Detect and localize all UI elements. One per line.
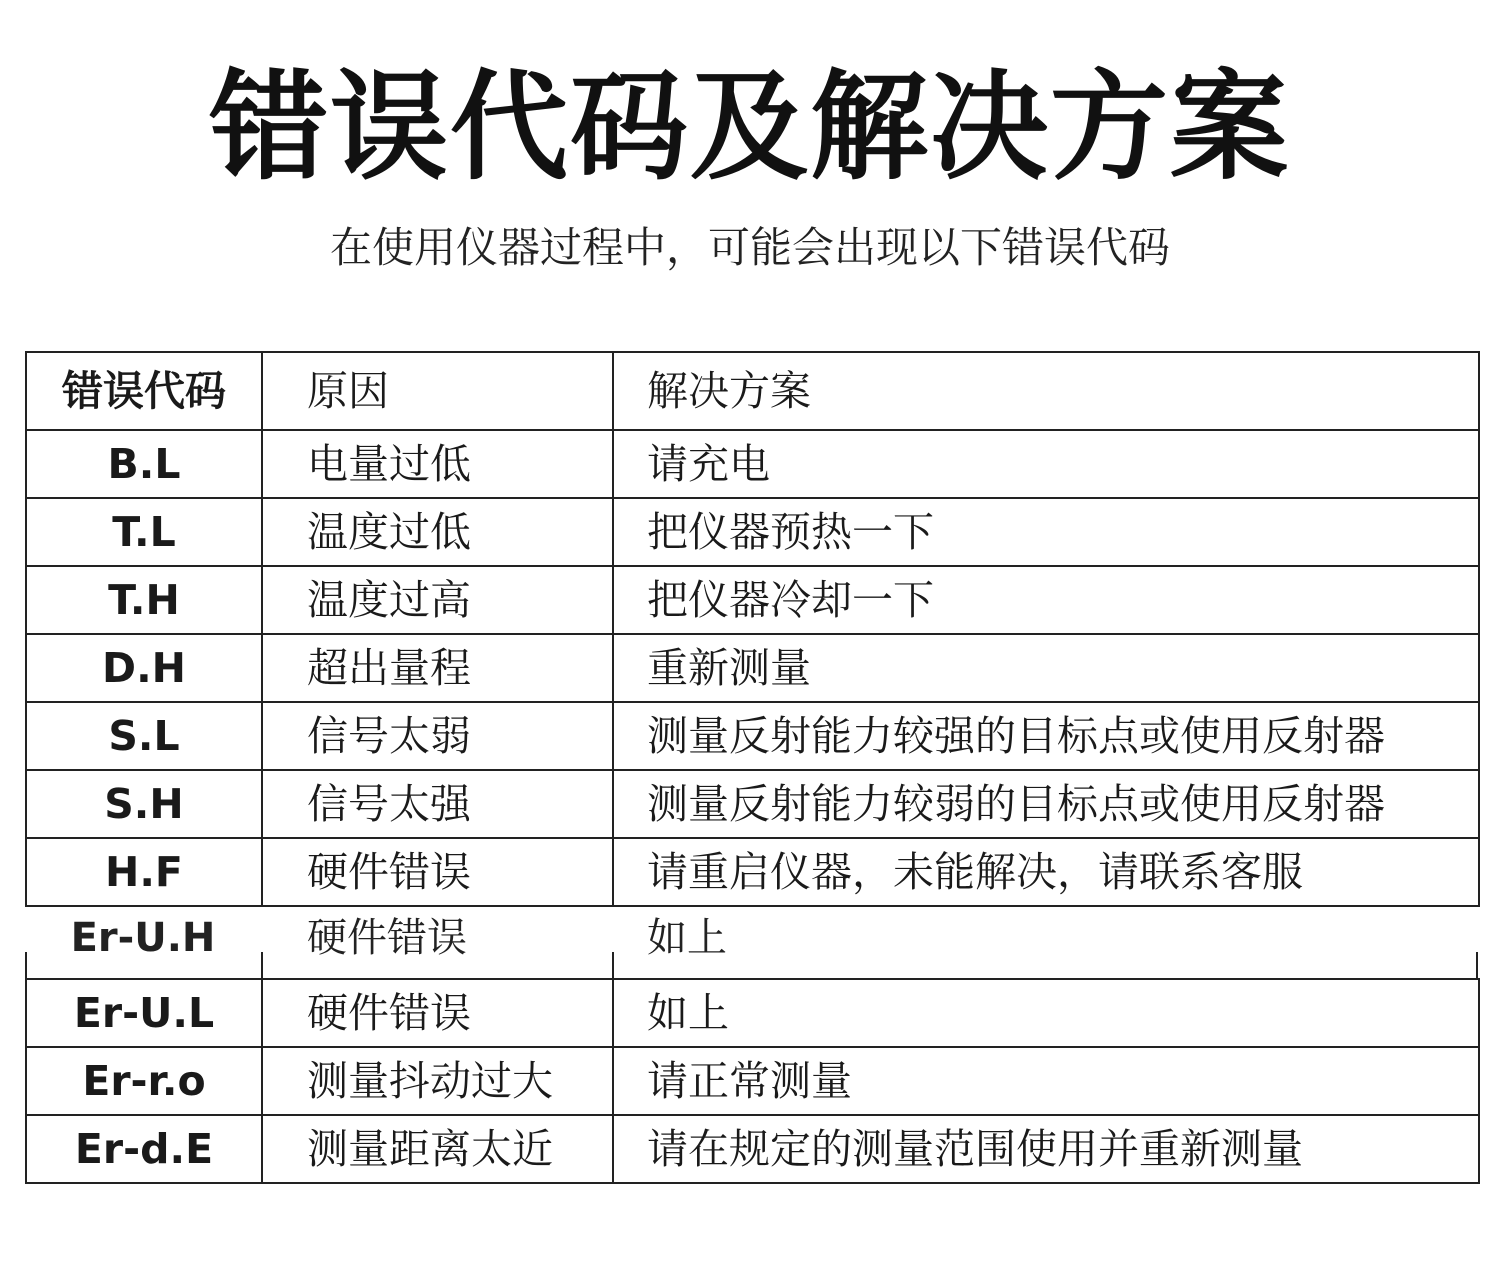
error-code-cell: T.H bbox=[26, 566, 262, 634]
error-code-cell: Er-U.L bbox=[26, 979, 262, 1047]
table-row bbox=[26, 770, 1479, 838]
table-row bbox=[26, 979, 1479, 1047]
reason-cell: 信号太弱 bbox=[262, 702, 613, 770]
solution-cell: 请在规定的测量范围使用并重新测量 bbox=[613, 1115, 1479, 1183]
table-row bbox=[26, 634, 1479, 702]
solution-cell: 请正常测量 bbox=[613, 1047, 1479, 1115]
solution-cell: 请重启仪器，未能解决，请联系客服 bbox=[613, 838, 1479, 906]
error-code-table-continued bbox=[25, 978, 1480, 1184]
clipped-reason: 硬件错误 bbox=[307, 915, 467, 961]
table-border-line bbox=[261, 952, 263, 979]
header-solution: 解决方案 bbox=[613, 352, 1479, 430]
table-row bbox=[26, 498, 1479, 566]
page-title: 错误代码及解决方案 bbox=[209, 58, 1290, 196]
solution-cell: 测量反射能力较强的目标点或使用反射器 bbox=[613, 702, 1479, 770]
error-code-cell: Er-d.E bbox=[26, 1115, 262, 1183]
error-code-table bbox=[25, 351, 1480, 907]
solution-cell: 把仪器预热一下 bbox=[613, 498, 1479, 566]
error-code-cell: T.L bbox=[26, 498, 262, 566]
solution-cell: 测量反射能力较弱的目标点或使用反射器 bbox=[613, 770, 1479, 838]
table-row bbox=[26, 566, 1479, 634]
solution-cell: 把仪器冷却一下 bbox=[613, 566, 1479, 634]
table-row bbox=[26, 838, 1479, 906]
reason-cell: 电量过低 bbox=[262, 430, 613, 498]
clipped-solution: 如上 bbox=[647, 915, 727, 961]
error-code-cell: Er-r.o bbox=[26, 1047, 262, 1115]
table-border-line bbox=[1476, 952, 1478, 979]
header-code: 错误代码 bbox=[26, 352, 262, 430]
table-row bbox=[26, 1047, 1479, 1115]
reason-cell: 测量抖动过大 bbox=[262, 1047, 613, 1115]
reason-cell: 测量距离太近 bbox=[262, 1115, 613, 1183]
reason-cell: 信号太强 bbox=[262, 770, 613, 838]
table-border-line bbox=[612, 952, 614, 979]
table-row bbox=[26, 1115, 1479, 1183]
solution-cell: 请充电 bbox=[613, 430, 1479, 498]
reason-cell: 温度过低 bbox=[262, 498, 613, 566]
error-code-cell: B.L bbox=[26, 430, 262, 498]
error-code-cell: S.H bbox=[26, 770, 262, 838]
error-code-cell: S.L bbox=[26, 702, 262, 770]
solution-cell: 如上 bbox=[613, 979, 1479, 1047]
reason-cell: 超出量程 bbox=[262, 634, 613, 702]
page-subtitle: 在使用仪器过程中，可能会出现以下错误代码 bbox=[329, 223, 1170, 272]
reason-cell: 温度过高 bbox=[262, 566, 613, 634]
header-reason: 原因 bbox=[262, 352, 613, 430]
error-code-cell: H.F bbox=[26, 838, 262, 906]
table-row bbox=[26, 702, 1479, 770]
clipped-table-row bbox=[25, 915, 1478, 979]
table-row bbox=[26, 430, 1479, 498]
error-code-cell: D.H bbox=[26, 634, 262, 702]
reason-cell: 硬件错误 bbox=[262, 838, 613, 906]
solution-cell: 重新测量 bbox=[613, 634, 1479, 702]
reason-cell: 硬件错误 bbox=[262, 979, 613, 1047]
table-header-row bbox=[26, 352, 1479, 430]
clipped-code: Er-U.H bbox=[70, 915, 216, 961]
